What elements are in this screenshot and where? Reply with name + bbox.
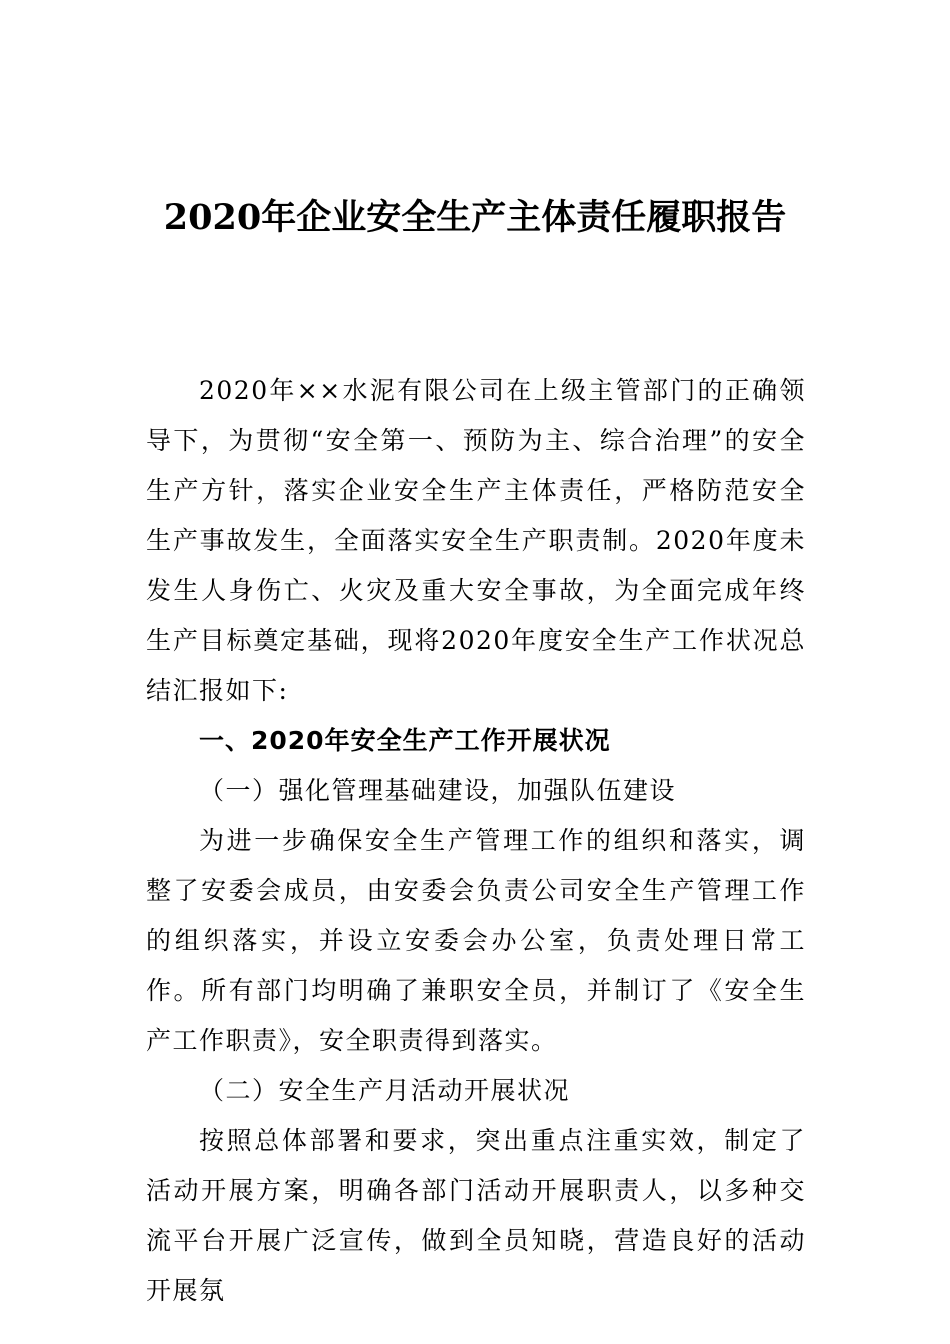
subsection-2-paragraph: 按照总体部署和要求，突出重点注重实效，制定了活动开展方案，明确各部门活动开展职责人，以多种交流平台开展广泛宣传，做到全员知晓，营造良好的活动开展氛 — [146, 1126, 806, 1305]
document-title: 2020年企业安全生产主体责任履职报告 — [163, 197, 787, 238]
subsection-1-paragraph: 为进一步确保安全生产管理工作的组织和落实，调整了安委会成员，由安委会负责公司安全生产管理工作的组织落实，并设立安委会办公室，负责处理日常工作。所有部门均明确了兼职安全员，并制订了《安全生产工作职责》，安全职责得到落实。 — [146, 826, 806, 1055]
subsection-1-heading: （一）强化管理基础建设，加强队伍建设 — [199, 776, 677, 805]
subsection-2-heading: （二）安全生产月活动开展状况 — [199, 1076, 571, 1105]
document-body — [146, 366, 806, 1316]
section-1-heading: 一、2020年安全生产工作开展状况 — [199, 726, 611, 755]
intro-paragraph: 2020年××水泥有限公司在上级主管部门的正确领导下，为贯彻“安全第一、预防为主、综合治理”的安全生产方针，落实企业安全生产主体责任，严格防范安全生产事故发生，全面落实安全生产职责制。2020年度未发生人身伤亡、火灾及重大安全事故，为全面完成年终生产目标奠定基础，现将2020年度安全生产工作状况总结汇报如下: — [146, 376, 807, 705]
